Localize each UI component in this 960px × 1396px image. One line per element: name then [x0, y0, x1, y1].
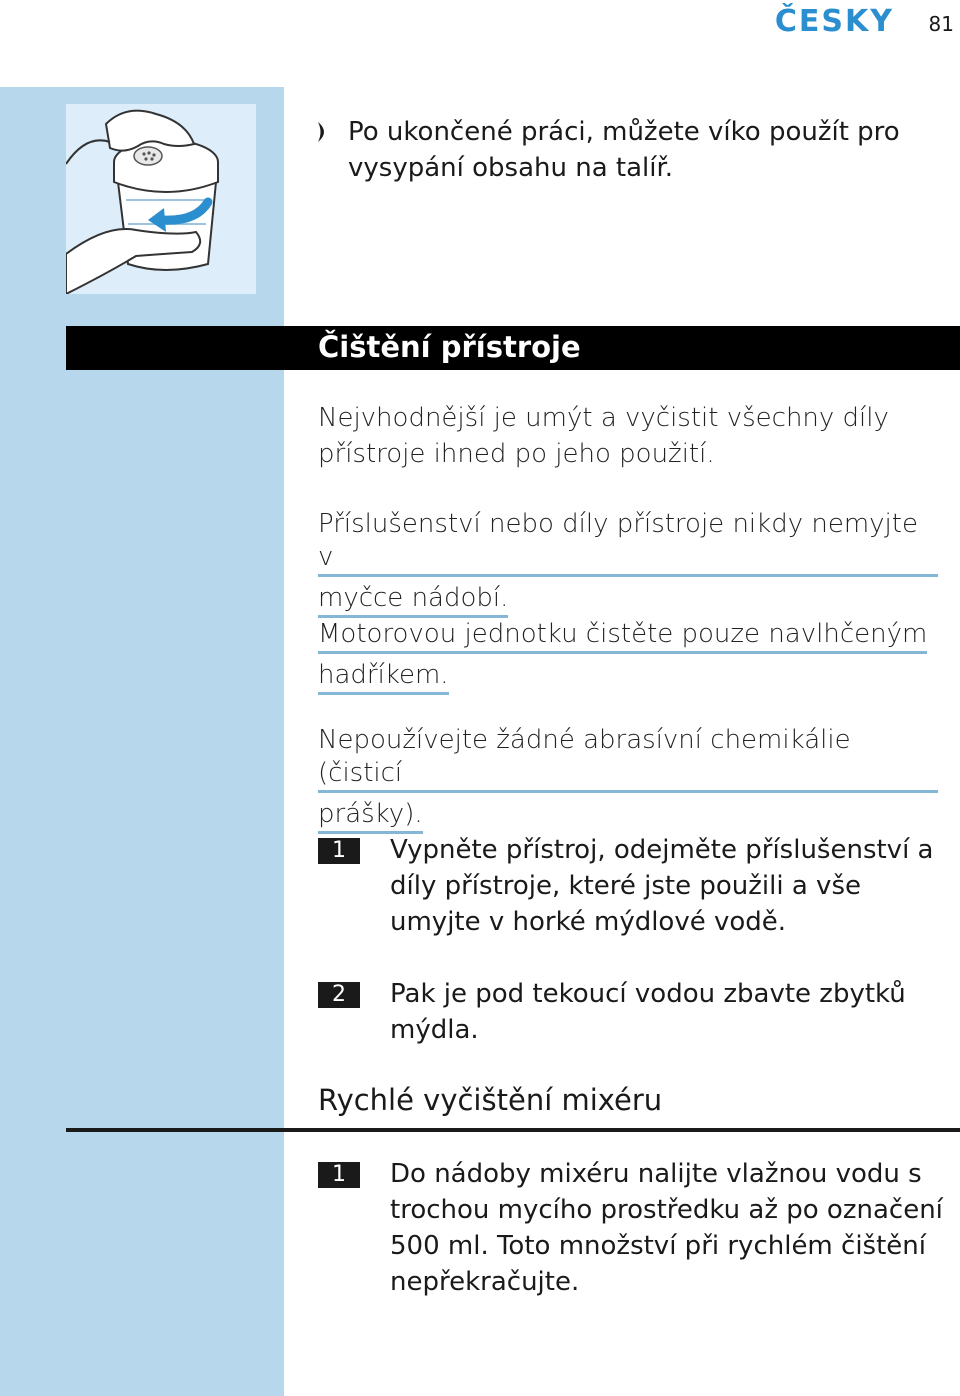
step-line: Do nádoby mixéru nalijte vlažnou vodu s: [390, 1159, 922, 1189]
warning-line: hadříkem.: [318, 659, 449, 695]
step-line: Pak je pod tekoucí vodou zbavte zbytků: [390, 979, 906, 1009]
subsection-title: Rychlé vyčištění mixéru: [318, 1083, 663, 1117]
intro-bullet-text: [348, 114, 948, 186]
step-text: [390, 976, 960, 1048]
bullet-icon: [318, 122, 330, 142]
step-line: trochou mycího prostředku až po označení: [390, 1195, 943, 1225]
warning-abrasives: [318, 724, 938, 837]
step-text: [390, 1156, 960, 1300]
warning-line: Příslušenství nebo díly přístroje nikdy nemyjte v: [318, 508, 938, 577]
step-line: mýdla.: [390, 1015, 479, 1045]
section-header-bar: [66, 326, 960, 370]
paragraph-line: Nejvhodnější je umýt a vyčistit všechny díly: [318, 403, 889, 433]
warning-line: Motorovou jednotku čistěte pouze navlhčeným: [318, 618, 927, 654]
step-text: [390, 832, 960, 940]
language-label: ČESKY: [774, 4, 894, 39]
step-line: 500 ml. Toto množství při rychlém čištění: [390, 1231, 926, 1261]
step-line: díly přístroje, které jste použili a vše: [390, 871, 861, 901]
step-number-badge: 1: [318, 838, 360, 864]
paragraph-line: přístroje ihned po jeho použití.: [318, 439, 715, 469]
warning-motor-unit: [318, 616, 938, 698]
page-number: 81: [928, 12, 954, 36]
warning-line: prášky).: [318, 798, 423, 834]
intro-bullet-line: vysypání obsahu na talíř.: [348, 153, 674, 183]
section-title: Čištění přístroje: [318, 330, 581, 364]
warning-line: myčce nádobí.: [318, 582, 508, 618]
step-line: nepřekračujte.: [390, 1267, 580, 1297]
hand-turning-lid-icon: [66, 104, 256, 294]
intro-bullet-line: Po ukončené práci, můžete víko použít pro: [348, 117, 900, 147]
step-number-badge: 2: [318, 982, 360, 1008]
warning-dishwasher: [318, 508, 938, 621]
step-line: Vypněte přístroj, odejměte příslušenství a: [390, 835, 934, 865]
step-number-badge: 1: [318, 1162, 360, 1188]
subsection-rule: [66, 1128, 960, 1132]
lid-illustration: [66, 104, 256, 294]
intro-paragraph: [318, 400, 938, 472]
warning-line: Nepoužívejte žádné abrasívní chemikálie (čisticí: [318, 724, 938, 793]
step-line: umyjte v horké mýdlové vodě.: [390, 907, 787, 937]
